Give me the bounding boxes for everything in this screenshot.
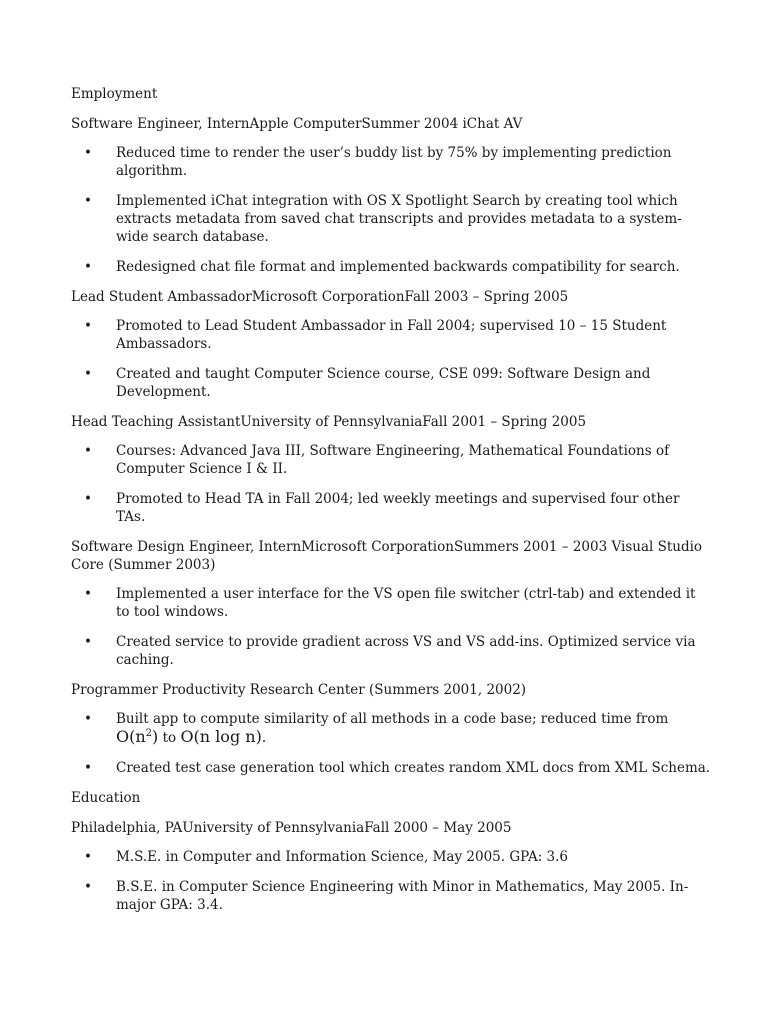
bullet-text: Implemented iChat integration with OS X Spotlight Search by creating tool which extracts metadata from saved chat transcripts and provides metadata to a system-wide search database. [116, 193, 682, 245]
list-item [71, 585, 711, 621]
list-item [71, 710, 711, 747]
bullet-icon: • [84, 760, 92, 776]
job-title-lead-student-ambassador: Lead Student AmbassadorMicrosoft CorporationFall 2003 – Spring 2005 [71, 289, 569, 305]
bullet-text: Reduced time to render the user’s buddy list by 75% by implementing prediction algorithm. [116, 145, 672, 179]
bullet-icon: • [84, 443, 92, 459]
bullet-text: Promoted to Head TA in Fall 2004; led weekly meetings and supervised four other TAs. [116, 491, 680, 525]
bullet-icon: • [84, 879, 92, 895]
education-bullets-upenn [71, 848, 711, 914]
list-item [71, 878, 711, 914]
bullet-icon: • [84, 711, 92, 727]
job-title-microsoft-sde: Software Design Engineer, InternMicrosoft CorporationSummers 2001 – 2003 Visual Studio Core (Summer 2003) [71, 539, 703, 573]
complexity-to: O(n log n) [180, 727, 262, 746]
bullet-text: M.S.E. in Computer and Information Science, May 2005. GPA: 3.6 [116, 849, 569, 865]
complexity-from [116, 727, 158, 746]
bullet-text-after: . [261, 730, 267, 746]
list-item [71, 848, 711, 866]
bullet-icon: • [84, 318, 92, 334]
list-item [71, 144, 711, 180]
bullet-icon: • [84, 586, 92, 602]
list-item [71, 317, 711, 353]
education-heading: Education [71, 790, 141, 806]
bullet-text: Promoted to Lead Student Ambassador in Fall 2004; supervised 10 – 15 Student Ambassadors. [116, 318, 667, 352]
bullet-text-before: Built app to compute similarity of all methods in a code base; reduced time from [116, 711, 669, 727]
job-bullets-microsoft-sde [71, 585, 711, 669]
bullet-text-middle: to [158, 730, 181, 746]
list-item [71, 490, 711, 526]
list-item [71, 759, 711, 777]
education-title-upenn: Philadelphia, PAUniversity of PennsylvaniaFall 2000 – May 2005 [71, 820, 512, 836]
bullet-icon: • [84, 145, 92, 161]
bullet-text: Courses: Advanced Java III, Software Engineering, Mathematical Foundations of Computer Science I & II. [116, 443, 670, 477]
job-title-apple: Software Engineer, InternApple ComputerSummer 2004 iChat AV [71, 116, 523, 132]
employment-heading: Employment [71, 86, 158, 102]
list-item [71, 192, 711, 246]
bullet-icon: • [84, 491, 92, 507]
list-item [71, 442, 711, 478]
job-title-research-center: Programmer Productivity Research Center (Summers 2001, 2002) [71, 682, 527, 698]
job-bullets-head-ta [71, 442, 711, 526]
bullet-icon: • [84, 366, 92, 382]
job-bullets-apple [71, 144, 711, 276]
list-item [71, 633, 711, 669]
list-item [71, 258, 711, 276]
bullet-icon: • [84, 849, 92, 865]
bullet-icon: • [84, 634, 92, 650]
bullet-text: Created test case generation tool which creates random XML docs from XML Schema. [116, 760, 711, 776]
complexity-from-exponent: 2 [145, 728, 153, 739]
bullet-icon: • [84, 193, 92, 209]
job-bullets-research-center [71, 710, 711, 777]
bullet-text: Created and taught Computer Science course, CSE 099: Software Design and Development. [116, 366, 651, 400]
bullet-text: Created service to provide gradient across VS and VS add-ins. Optimized service via caching. [116, 634, 696, 668]
complexity-from-close: ) [152, 727, 159, 746]
job-title-head-ta: Head Teaching AssistantUniversity of PennsylvaniaFall 2001 – Spring 2005 [71, 414, 587, 430]
complexity-from-base: O(n [116, 727, 146, 746]
bullet-text: B.S.E. in Computer Science Engineering with Minor in Mathematics, May 2005. In-major GPA: 3.4. [116, 879, 689, 913]
bullet-text: Redesigned chat file format and implemented backwards compatibility for search. [116, 259, 680, 275]
resume-page [71, 85, 711, 926]
bullet-text: Implemented a user interface for the VS open file switcher (ctrl-tab) and extended it to tool windows. [116, 586, 696, 620]
list-item [71, 365, 711, 401]
job-bullets-lead-student-ambassador [71, 317, 711, 401]
bullet-icon: • [84, 259, 92, 275]
